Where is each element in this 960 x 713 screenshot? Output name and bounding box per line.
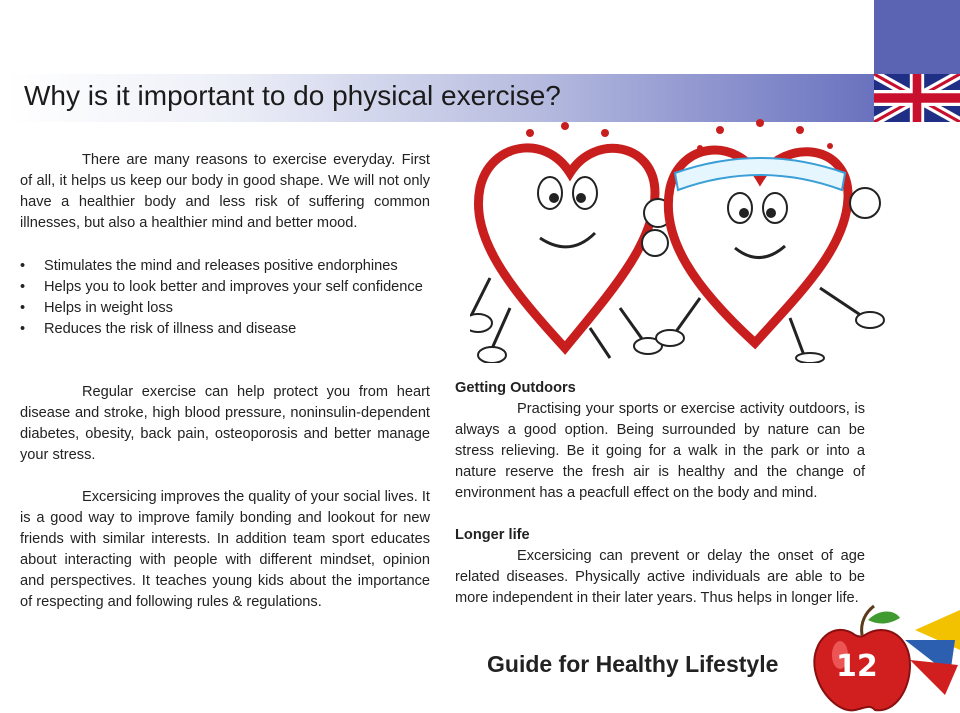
heart-paragraph-block <box>20 382 430 466</box>
guide-title: Guide for Healthy Lifestyle <box>487 651 779 677</box>
intro-paragraph: There are many reasons to exercise everyday. First of all, it helps us keep our body in good shape. We will not only have a healthier body and less risk of suffering common illnesses, but also a healthier mind and better mood. <box>20 152 430 231</box>
list-item: • Reduces the risk of illness and disease <box>20 319 430 340</box>
list-item: • Helps in weight loss <box>20 298 430 319</box>
intro-paragraph-block <box>20 150 430 234</box>
corner-accent-block <box>874 0 960 74</box>
left-heart-icon <box>470 148 672 363</box>
longer-life-heading: Longer life <box>455 527 530 543</box>
longer-life-section <box>455 525 865 609</box>
list-item: • Stimulates the mind and releases positive endorphines <box>20 256 430 277</box>
outdoors-section <box>455 378 865 504</box>
benefits-list-block <box>20 256 430 340</box>
uk-flag-icon <box>874 74 960 122</box>
longer-life-paragraph: Excersicing can prevent or delay the onset of age related diseases. Physically active individuals are able to be more independent in their later years. Thus helps in longer life. <box>455 548 865 606</box>
page-title: Why is it important to do physical exercise? <box>24 80 561 111</box>
running-hearts-illustration <box>470 118 930 363</box>
social-paragraph-block <box>20 487 430 613</box>
benefits-list <box>20 256 430 340</box>
outdoors-heading: Getting Outdoors <box>455 380 576 396</box>
list-item: • Helps you to look better and improves your self confidence <box>20 277 430 298</box>
title-bar <box>6 74 874 122</box>
heart-paragraph: Regular exercise can help protect you from heart disease and stroke, high blood pressure, noninsulin-dependent diabetes, obesity, back pain, osteoporosis and better manage your stress. <box>20 384 430 463</box>
page-number: 12 <box>836 649 878 684</box>
apple-logo-icon <box>810 600 960 713</box>
right-heart-icon <box>642 150 884 363</box>
outdoors-paragraph: Practising your sports or exercise activity outdoors, is always a good option. Being surrounded by nature can be stress relieving. Be it going for a walk in the park or into a nature reserve the fresh air is healthy and the change of environment has a peacfull effect on the body and mind. <box>455 401 865 501</box>
social-paragraph: Excersicing improves the quality of your social lives. It is a good way to improve family bonding and lookout for new friends with similar interests. In addition team sport educates about interacting with people with different mindset, opinion and perspectives. It teaches young kids about the importance of respecting and following rules & regulations. <box>20 489 430 610</box>
